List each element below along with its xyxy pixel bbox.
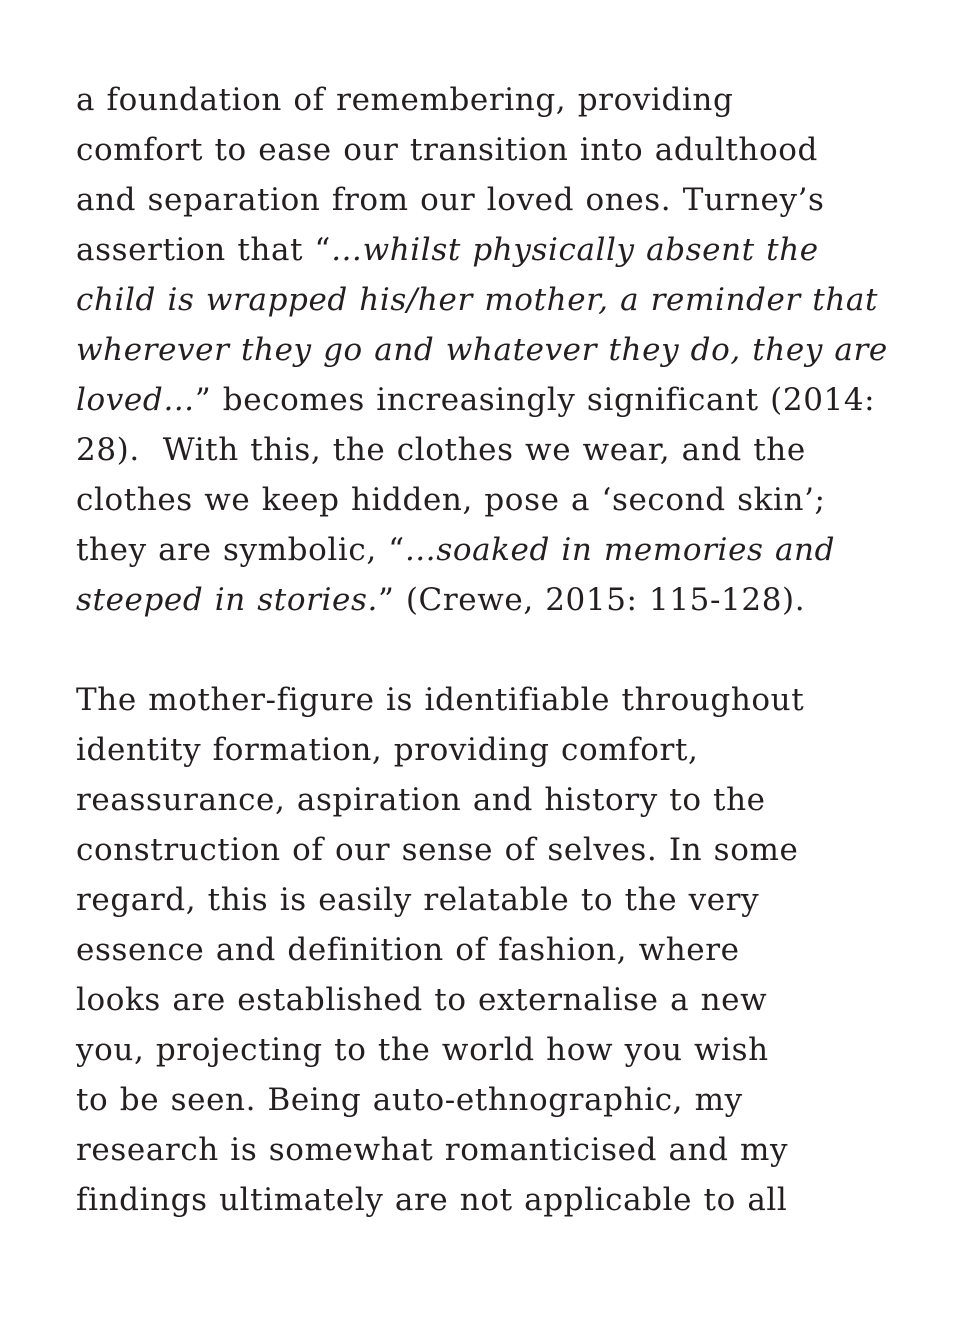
body-text: reassurance, aspiration and history to the [76,782,766,818]
text-line [76,325,916,375]
body-text: 28). With this, the clothes we wear, and the [76,432,806,468]
italic-quote-text: wherever they go and whatever they do, they are [76,332,888,368]
body-text: comfort to ease our transition into adulthood [76,132,818,168]
body-text: and separation from our loved ones. Turney’s [76,182,825,218]
paragraph-1 [76,75,916,625]
italic-quote-text: …whilst physically absent the [330,232,819,268]
body-text: construction of our sense of selves. In some [76,832,799,868]
paragraph-gap [76,625,916,675]
body-text: a foundation of remembering, providing [76,82,734,118]
body-text: to be seen. Being auto-ethnographic, my [76,1082,743,1118]
text-line [76,275,916,325]
text-line [76,425,916,475]
text-line [76,825,916,875]
italic-quote-text: child is wrapped his/her mother, a reminder that [76,282,879,318]
body-text: regard, this is easily relatable to the very [76,882,760,918]
body-text: ” (Crewe, 2015: 115-128). [377,582,806,618]
body-text: you, projecting to the world how you wish [76,1032,769,1068]
body-text: identity formation, providing comfort, [76,732,699,768]
text-line [76,225,916,275]
text-line [76,1125,916,1175]
text-line [76,975,916,1025]
body-text: ” becomes increasingly significant (2014: [194,382,876,418]
body-text: looks are established to externalise a new [76,982,768,1018]
body-text: research is somewhat romanticised and my [76,1132,789,1168]
body-text: findings ultimately are not applicable to all [76,1182,788,1218]
text-line [76,375,916,425]
italic-quote-text: steeped in stories. [76,582,378,618]
body-text: essence and definition of fashion, where [76,932,740,968]
text-line [76,925,916,975]
document-page [76,75,916,1225]
text-line [76,75,916,125]
text-line [76,775,916,825]
text-line [76,125,916,175]
italic-quote-text: loved… [76,382,195,418]
text-line [76,575,916,625]
text-line [76,1075,916,1125]
text-line [76,175,916,225]
text-line [76,475,916,525]
text-line [76,1025,916,1075]
body-text: they are symbolic, “ [76,532,405,568]
text-line [76,525,916,575]
body-text: The mother-figure is identifiable throughout [76,682,805,718]
text-line [76,1175,916,1225]
body-text: clothes we keep hidden, pose a ‘second skin’; [76,482,826,518]
text-line [76,725,916,775]
text-line [76,675,916,725]
paragraph-2 [76,675,916,1225]
body-text: assertion that “ [76,232,331,268]
italic-quote-text: …soaked in memories and [404,532,836,568]
text-line [76,875,916,925]
